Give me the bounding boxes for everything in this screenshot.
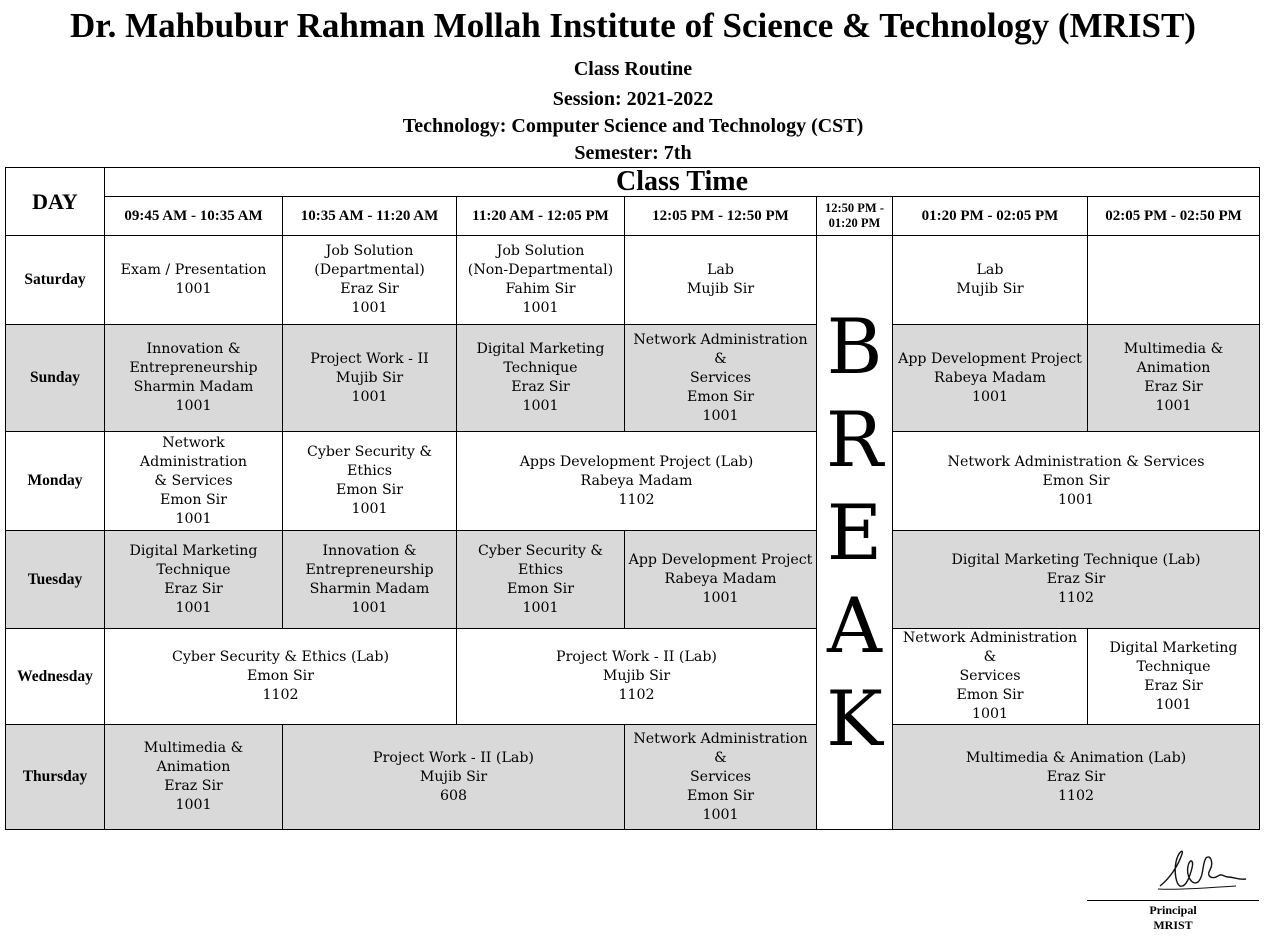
institute-title: Dr. Mahbubur Rahman Mollah Institute of Science & Technology (MRIST)	[70, 6, 1196, 45]
cell-line: Technique	[1136, 658, 1211, 675]
cell-line: Technique	[503, 360, 578, 376]
break-letter: A	[827, 581, 882, 670]
cell-line: 1001	[1155, 398, 1192, 414]
cell-line: Cyber Security & Ethics	[306, 444, 432, 479]
cell-line: 1001	[175, 281, 212, 297]
cell-line: 1102	[618, 491, 655, 508]
cell-line: Cyber Security & Ethics	[477, 542, 603, 578]
class-cell	[1088, 325, 1260, 432]
cell-line: Project Work - II	[310, 350, 429, 367]
cell-line: 1001	[175, 510, 212, 527]
cell-line: Mujib Sir	[686, 281, 755, 297]
day-label: Sunday	[6, 325, 105, 432]
cell-line: Digital Marketing	[476, 341, 605, 357]
cell-line: 1001	[351, 599, 388, 616]
cell-line: Project Work - II (Lab)	[373, 749, 534, 766]
class-cell	[105, 725, 283, 830]
class-cell	[283, 432, 457, 531]
signatory-title: Principal	[1149, 903, 1197, 917]
cell-line: 1001	[971, 706, 1009, 722]
class-cell	[893, 531, 1260, 629]
cell-line: Rabeya Madam	[934, 369, 1046, 386]
routine-table	[5, 167, 1260, 830]
class-cell	[283, 236, 457, 325]
cell-line: Emon Sir	[956, 687, 1024, 703]
cell-line: Multimedia & Animation	[1123, 341, 1224, 376]
break-letter: K	[826, 674, 883, 763]
cell-line: Emon Sir	[1042, 472, 1110, 489]
cell-line: Eraz Sir	[1046, 571, 1106, 587]
cell-line: Emon Sir	[686, 787, 755, 804]
cell-line: Mujib Sir	[335, 369, 404, 386]
time-slot-header: 11:20 AM - 12:05 PM	[457, 197, 625, 236]
class-cell	[625, 325, 817, 432]
cell-line: Exam / Presentation	[120, 262, 267, 278]
cell-line: Network Administration	[139, 434, 248, 470]
cell-line: 1001	[175, 599, 212, 616]
class-cell	[893, 325, 1088, 432]
day-row-tuesday	[6, 531, 1260, 629]
break-column	[817, 236, 893, 830]
class-cell	[893, 629, 1088, 725]
cell-line: Mujib Sir	[602, 668, 671, 684]
break-letter: R	[825, 395, 884, 484]
cell-line: Services	[689, 369, 752, 386]
cell-line: Technique	[156, 561, 231, 578]
cell-line: Innovation &	[322, 542, 417, 559]
cell-line: 1001	[351, 501, 388, 517]
day-row-saturday	[6, 236, 1260, 325]
cell-line: (Departmental)	[314, 262, 425, 278]
principal-signature	[1156, 846, 1248, 894]
break-slot-header: 12:50 PM - 01:20 PM	[817, 197, 893, 236]
cell-line: Lab	[976, 262, 1004, 278]
cell-line: Services	[689, 768, 752, 785]
cell-line: Rabeya Madam	[580, 472, 693, 489]
class-cell	[893, 236, 1088, 325]
class-cell	[1088, 629, 1260, 725]
technology-label: Technology: Computer Science and Technology (CST)	[402, 115, 864, 137]
cell-line: & Services	[154, 472, 233, 489]
class-cell	[457, 629, 817, 725]
routine-title: Class Routine	[573, 58, 693, 80]
class-cell	[893, 432, 1260, 531]
class-cell	[105, 432, 283, 531]
class-cell	[457, 325, 625, 432]
cell-line: Emon Sir	[246, 668, 315, 684]
cell-line: Digital Marketing	[129, 542, 258, 559]
class-cell	[105, 531, 283, 629]
class-cell	[105, 236, 283, 325]
cell-line: Network Administration &	[633, 730, 808, 766]
class-cell	[105, 325, 283, 432]
cell-line: Emon Sir	[686, 388, 755, 405]
cell-line: Eraz Sir	[511, 379, 570, 395]
day-row-monday	[6, 432, 1260, 531]
cell-line: App Development Project	[628, 552, 813, 568]
cell-line: Network Administration & Services	[947, 453, 1205, 470]
break-letter: E	[826, 488, 883, 577]
cell-line: 1001	[351, 388, 388, 405]
class-cell	[457, 236, 625, 325]
cell-line: Entrepreneurship	[305, 561, 434, 578]
cell-line: Network Administration &	[633, 331, 808, 367]
cell-line: Rabeya Madam	[664, 571, 777, 587]
class-cell	[457, 531, 625, 629]
cell-line: 1001	[522, 599, 559, 616]
empty-cell	[1088, 236, 1260, 325]
class-cell	[625, 531, 817, 629]
class-cell	[105, 629, 457, 725]
cell-line: Entrepreneurship	[129, 360, 258, 376]
cell-line: Innovation &	[146, 341, 241, 357]
cell-line: Emon Sir	[335, 482, 404, 498]
cell-line: Cyber Security & Ethics (Lab)	[171, 649, 390, 665]
semester-label: Semester: 7th	[574, 142, 692, 164]
day-label: Tuesday	[6, 531, 105, 629]
cell-line: 1001	[351, 300, 388, 316]
time-slot-header: 12:05 PM - 12:50 PM	[625, 197, 817, 236]
cell-line: 1001	[702, 590, 739, 606]
cell-line: Network Administration &	[902, 630, 1078, 665]
cell-line: 1001	[1155, 696, 1192, 713]
cell-line: 1102	[262, 687, 299, 703]
cell-line: Eraz Sir	[164, 580, 223, 597]
class-cell	[625, 725, 817, 830]
class-cell	[893, 725, 1260, 830]
cell-line: Sharmin Madam	[133, 379, 254, 395]
cell-line: 1001	[522, 300, 559, 316]
cell-line: Eraz Sir	[1144, 677, 1203, 694]
cell-line: Sharmin Madam	[309, 580, 430, 597]
cell-line: Multimedia & Animation (Lab)	[965, 749, 1187, 766]
time-slot-header: 09:45 AM - 10:35 AM	[105, 197, 283, 236]
cell-line: 1102	[1057, 787, 1095, 804]
cell-line: 1001	[175, 398, 212, 414]
cell-line: Services	[959, 668, 1021, 684]
cell-line: Eraz Sir	[1046, 768, 1106, 785]
cell-line: Digital Marketing Technique (Lab)	[951, 552, 1201, 568]
class-time-header: Class Time	[105, 168, 1260, 197]
time-slot-header: 01:20 PM - 02:05 PM	[893, 197, 1088, 236]
cell-line: 608	[439, 787, 468, 804]
cell-line: 1001	[1057, 491, 1095, 508]
cell-line: 1001	[522, 398, 559, 414]
cell-line: Project Work - II (Lab)	[556, 649, 717, 665]
day-header: DAY	[6, 168, 105, 236]
cell-line: 1001	[971, 388, 1009, 405]
cell-line: Mujib Sir	[956, 281, 1024, 297]
class-cell	[457, 432, 817, 531]
cell-line: 1001	[175, 797, 212, 813]
day-label: Saturday	[6, 236, 105, 325]
cell-line: Mujib Sir	[419, 768, 488, 785]
cell-line: Multimedia & Animation	[143, 740, 244, 775]
cell-line: Eraz Sir	[340, 281, 399, 297]
signatory-org: MRIST	[1153, 918, 1193, 932]
class-cell	[283, 531, 457, 629]
day-label: Wednesday	[6, 629, 105, 725]
cell-line: (Non-Departmental)	[467, 262, 614, 278]
time-slot-header: 10:35 AM - 11:20 AM	[283, 197, 457, 236]
cell-line: Job Solution	[496, 243, 585, 259]
cell-line: Fahim Sir	[505, 281, 576, 297]
class-cell	[283, 725, 625, 830]
cell-line: Eraz Sir	[164, 778, 223, 794]
time-slot-header: 02:05 PM - 02:50 PM	[1088, 197, 1260, 236]
cell-line: 1102	[1057, 590, 1095, 606]
break-letter: B	[826, 302, 883, 391]
cell-line: Emon Sir	[506, 580, 575, 597]
cell-line: Eraz Sir	[1144, 379, 1203, 395]
cell-line: Digital Marketing	[1109, 639, 1238, 656]
day-label: Thursday	[6, 725, 105, 830]
cell-line: 1001	[702, 806, 739, 823]
class-cell	[283, 325, 457, 432]
day-label: Monday	[6, 432, 105, 531]
day-row-wednesday	[6, 629, 1260, 725]
cell-line: 1102	[618, 687, 655, 703]
class-cell	[625, 236, 817, 325]
cell-line: Emon Sir	[159, 491, 228, 508]
day-row-sunday	[6, 325, 1260, 432]
cell-line: 1001	[702, 407, 739, 424]
cell-line: App Development Project	[898, 350, 1082, 367]
session-label: Session: 2021-2022	[552, 88, 714, 110]
signature-line	[1087, 900, 1259, 901]
cell-line: Apps Development Project (Lab)	[519, 453, 754, 470]
cell-line: Job Solution	[325, 243, 414, 259]
day-row-thursday	[6, 725, 1260, 830]
cell-line: Lab	[707, 262, 734, 278]
